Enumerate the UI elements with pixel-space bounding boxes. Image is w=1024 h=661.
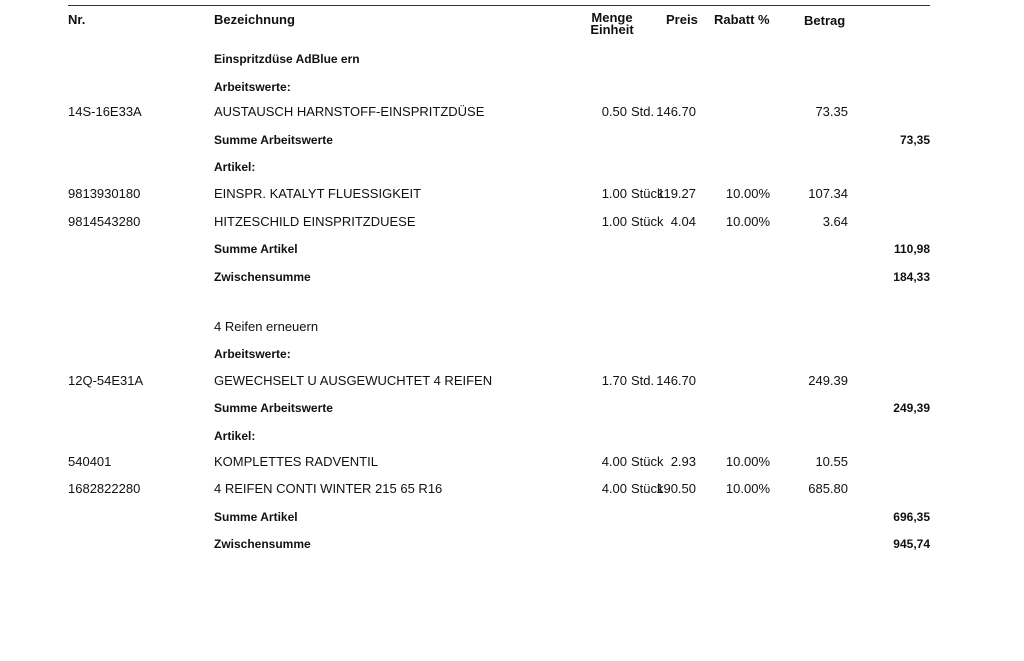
item-rabatt: 10.00%: [725, 454, 770, 469]
zwischensumme-value: 945,74: [893, 537, 930, 551]
item-menge: 4.00: [601, 481, 627, 496]
item-betrag: 685.80: [808, 481, 848, 496]
item-bezeichnung: HITZESCHILD EINSPRITZDUESE: [214, 214, 416, 229]
item-bezeichnung: GEWECHSELT U AUSGEWUCHTET 4 REIFEN: [214, 373, 493, 388]
artikel-label-row: [0, 158, 1024, 176]
item-rabatt: 10.00%: [725, 481, 770, 496]
summe-artikel-row: [0, 508, 1024, 526]
header-menge-einheit: [586, 12, 638, 36]
item-einheit: Stück: [631, 481, 664, 496]
table-row: [0, 185, 1024, 203]
item-nr: 12Q-54E31A: [68, 373, 144, 388]
header-rule: [68, 5, 930, 6]
header-betrag: Betrag: [804, 13, 846, 28]
summe-artikel-value: 110,98: [893, 242, 930, 256]
item-menge: 0.50: [601, 104, 627, 119]
summe-artikel-row: [0, 240, 1024, 258]
summe-artikel-value: 696,35: [893, 510, 930, 524]
item-rabatt: 10.00%: [725, 186, 770, 201]
table-row: [0, 213, 1024, 231]
item-bezeichnung: AUSTAUSCH HARNSTOFF-EINSPRITZDÜSE: [214, 104, 485, 119]
item-preis: 146.70: [656, 104, 696, 119]
item-menge: 1.70: [601, 373, 627, 388]
arbeitswerte-label-row: [0, 345, 1024, 363]
summe-arbeitswerte-value: 73,35: [899, 133, 930, 147]
header-preis: Preis: [666, 12, 698, 27]
header-rabatt: Rabatt %: [714, 12, 770, 27]
section-title: 4 Reifen erneuern: [214, 319, 319, 334]
summe-arbeitswerte-label: Summe Arbeitswerte: [214, 401, 333, 415]
zwischensumme-value: 184,33: [893, 270, 930, 284]
item-nr: 9813930180: [68, 186, 141, 201]
item-einheit: Stück: [631, 214, 664, 229]
artikel-label-row: [0, 427, 1024, 445]
item-einheit: Std.: [631, 104, 655, 119]
zwischensumme-row: [0, 535, 1024, 553]
item-menge: 1.00: [601, 186, 627, 201]
item-nr: 14S-16E33A: [68, 104, 142, 119]
item-preis: 146.70: [656, 373, 696, 388]
item-einheit: Stück: [631, 454, 664, 469]
header-bezeichnung: Bezeichnung: [214, 12, 295, 27]
table-row: [0, 103, 1024, 121]
zwischensumme-row: [0, 268, 1024, 286]
arbeitswerte-label: Arbeitswerte:: [214, 80, 291, 94]
summe-arbeitswerte-row: [0, 131, 1024, 149]
item-menge: 1.00: [601, 214, 627, 229]
item-nr: 9814543280: [68, 214, 141, 229]
item-bezeichnung: EINSPR. KATALYT FLUESSIGKEIT: [214, 186, 422, 201]
header-menge: Menge: [591, 10, 633, 25]
item-einheit: Stück: [631, 186, 664, 201]
table-row: [0, 453, 1024, 471]
item-bezeichnung: KOMPLETTES RADVENTIL: [214, 454, 378, 469]
item-preis: 119.27: [657, 186, 696, 201]
arbeitswerte-label: Arbeitswerte:: [214, 347, 291, 361]
section-title-row: [0, 318, 1024, 336]
section-title-row: [0, 50, 1024, 68]
item-preis: 4.04: [670, 214, 696, 229]
artikel-label: Artikel:: [214, 429, 256, 443]
summe-artikel-label: Summe Artikel: [214, 242, 298, 256]
item-bezeichnung: 4 REIFEN CONTI WINTER 215 65 R16: [214, 481, 443, 496]
zwischensumme-label: Zwischensumme: [214, 270, 311, 284]
summe-arbeitswerte-value: 249,39: [893, 401, 930, 415]
summe-arbeitswerte-row: [0, 399, 1024, 417]
item-nr: 540401: [68, 454, 112, 469]
item-preis: 2.93: [670, 454, 696, 469]
item-rabatt: 10.00%: [725, 214, 770, 229]
item-einheit: Std.: [631, 373, 655, 388]
item-betrag: 10.55: [815, 454, 848, 469]
item-betrag: 73.35: [815, 104, 848, 119]
header-einheit: Einheit: [590, 22, 634, 37]
section-title: Einspritzdüse AdBlue ern: [214, 52, 360, 66]
table-row: [0, 372, 1024, 390]
item-nr: 1682822280: [68, 481, 141, 496]
arbeitswerte-label-row: [0, 78, 1024, 96]
item-menge: 4.00: [601, 454, 627, 469]
header-nr: Nr.: [68, 12, 86, 27]
zwischensumme-label: Zwischensumme: [214, 537, 311, 551]
artikel-label: Artikel:: [214, 160, 256, 174]
summe-arbeitswerte-label: Summe Arbeitswerte: [214, 133, 333, 147]
table-row: [0, 480, 1024, 498]
item-betrag: 249.39: [808, 373, 848, 388]
item-betrag: 3.64: [822, 214, 848, 229]
summe-artikel-label: Summe Artikel: [214, 510, 298, 524]
item-betrag: 107.34: [808, 186, 848, 201]
item-preis: 190.50: [656, 481, 696, 496]
